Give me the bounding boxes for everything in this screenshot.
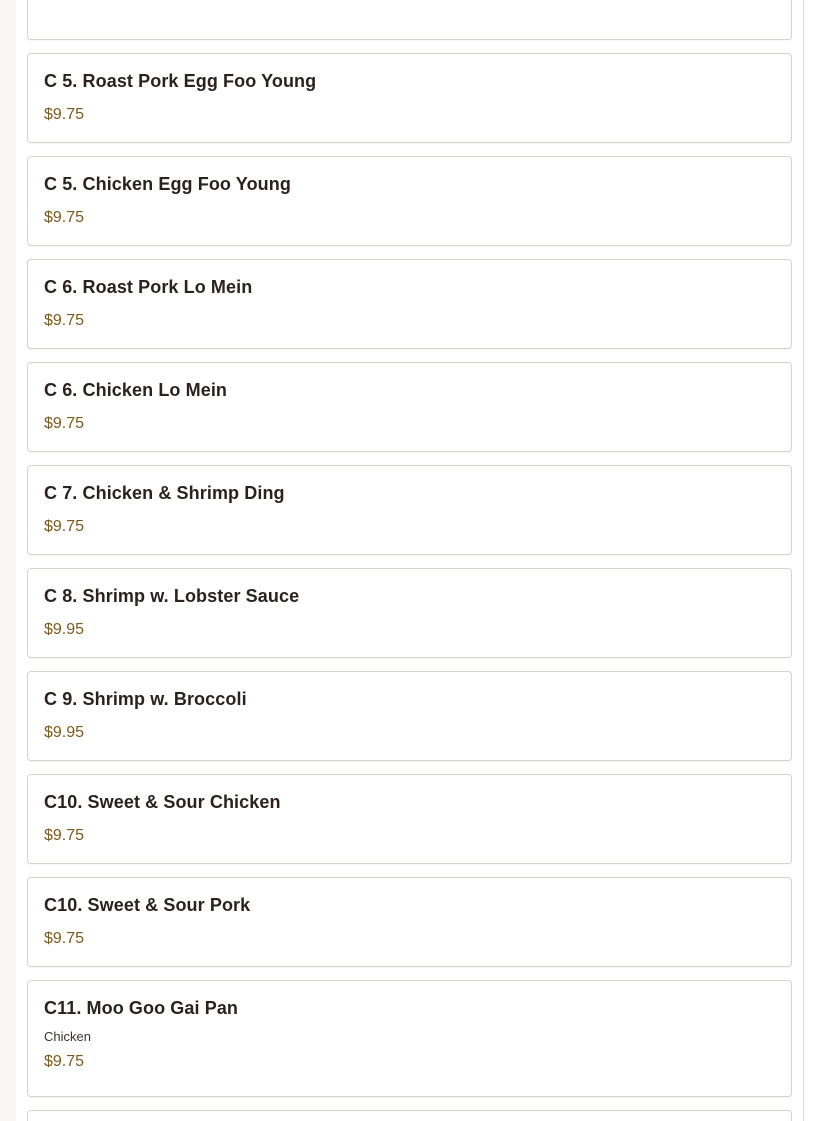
menu-item-name: C 6. Roast Pork Lo Mein — [44, 277, 253, 297]
menu-item-name: C 6. Chicken Lo Mein — [44, 380, 228, 400]
menu-item-name: C 7. Chicken & Shrimp Ding — [44, 483, 285, 503]
menu-item-price: $9.75 — [44, 518, 85, 535]
menu-item-card[interactable] — [27, 53, 792, 143]
menu-item-card[interactable] — [27, 1110, 792, 1121]
menu-item-price: $9.75 — [44, 209, 85, 226]
menu-item-card[interactable] — [27, 671, 792, 761]
menu-item-card[interactable] — [27, 0, 792, 40]
menu-item-name: C10. Sweet & Sour Pork — [44, 895, 251, 915]
menu-item-price: $9.95 — [44, 621, 85, 638]
menu-item-card[interactable] — [27, 362, 792, 452]
menu-item-name: C 5. Chicken Egg Foo Young — [44, 174, 291, 194]
menu-item-price: $9.75 — [44, 1053, 85, 1070]
menu-item-card[interactable] — [27, 568, 792, 658]
menu-item-card[interactable] — [27, 156, 792, 246]
menu-item-card[interactable] — [27, 980, 792, 1097]
menu-item-card[interactable] — [27, 259, 792, 349]
menu-item-name: C 5. Roast Pork Egg Foo Young — [44, 71, 317, 91]
menu-item-name: C11. Moo Goo Gai Pan — [44, 998, 239, 1018]
right-divider — [803, 0, 804, 1121]
menu-item-price: $9.95 — [44, 724, 85, 741]
menu-item-price: $9.75 — [44, 827, 85, 844]
left-gutter — [0, 0, 16, 1121]
menu-item-price: $9.75 — [44, 106, 85, 123]
menu-item-price: $9.75 — [44, 312, 85, 329]
menu-item-price: $9.75 — [44, 930, 85, 947]
menu-item-description: Chicken — [44, 1029, 91, 1044]
menu-item-card[interactable] — [27, 877, 792, 967]
menu-item-card[interactable] — [27, 465, 792, 555]
menu-item-name: C10. Sweet & Sour Chicken — [44, 792, 281, 812]
menu-item-list — [27, 0, 792, 1121]
menu-item-name: C 8. Shrimp w. Lobster Sauce — [44, 586, 300, 606]
menu-item-card[interactable] — [27, 774, 792, 864]
menu-item-price: $9.75 — [44, 415, 85, 432]
menu-item-name: C 9. Shrimp w. Broccoli — [44, 689, 247, 709]
